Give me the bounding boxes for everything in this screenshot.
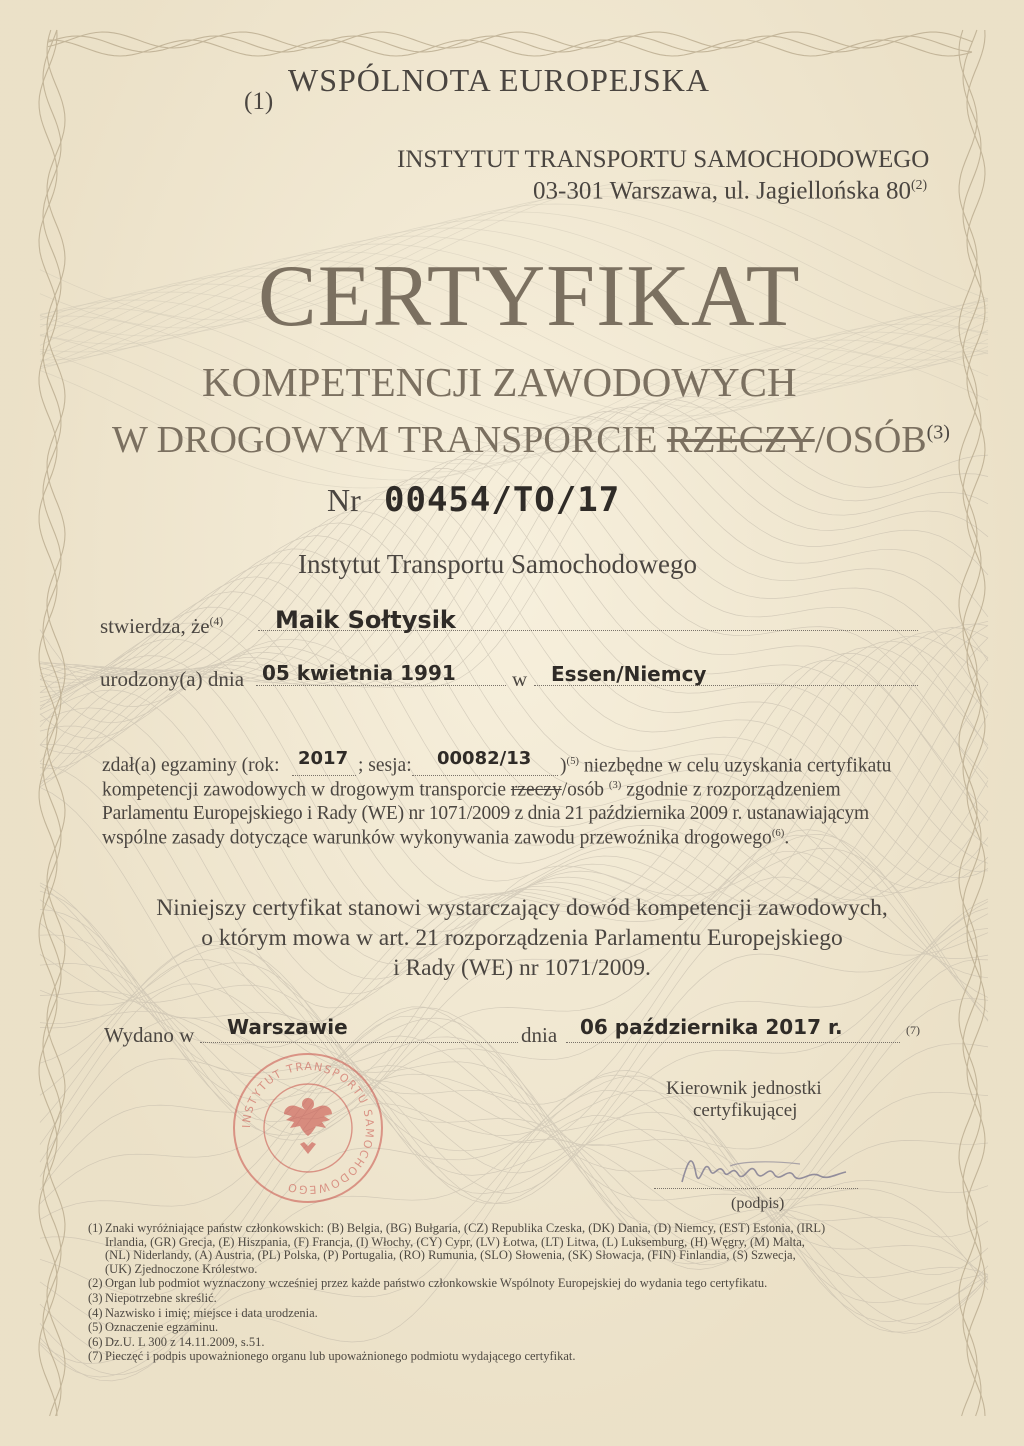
exam-session-line <box>412 775 558 776</box>
holder-label <box>100 614 223 639</box>
exam-line-1 <box>102 755 280 777</box>
address-text: 03-301 Warszawa, ul. Jagiellońska 80 <box>533 177 911 205</box>
exam-line-2-end: zgodnie z rozporządzeniem <box>626 779 841 801</box>
statement-line-3: i Rady (WE) nr 1071/2009. <box>393 955 651 981</box>
certificate-title: CERTYFIKAT <box>258 248 801 345</box>
title-line-1: KOMPETENCJI ZAWODOWYCH <box>202 359 797 405</box>
exam-struck-word: rzeczy <box>510 779 562 801</box>
exam-close: ) <box>560 755 567 777</box>
birth-place: Essen/Niemcy <box>551 662 707 686</box>
exam-line-4-text: wspólne zasady dotyczące warunków wykonywania zawodu przewoźnika drogowego <box>102 827 772 849</box>
statement-line-2: o którym mowa w art. 21 rozporządzenia Parlamentu Europejskiego <box>201 925 843 951</box>
institute-address <box>533 177 927 205</box>
birth-date-line <box>256 685 506 686</box>
exam-line-2-mid: /osób <box>561 779 604 801</box>
holder-ref: (4) <box>209 616 224 628</box>
footnote-number: (3) <box>88 1291 103 1305</box>
title-ref: (3) <box>926 421 950 444</box>
exam-line-4 <box>102 827 789 850</box>
footnote-number: (4) <box>88 1305 103 1320</box>
stamp-text: INSTYTUT TRANSPORTU SAMOCHODOWEGO <box>239 1059 377 1197</box>
exam-session-label: ; sesja: <box>358 755 412 776</box>
statement-line-1: Niniejszy certyfikat stanowi wystarczający dowód kompetencji zawodowych, <box>156 895 888 921</box>
institute-name: INSTYTUT TRANSPORTU SAMOCHODOWEGO <box>397 146 930 173</box>
issued-date-label: dnia <box>521 1023 558 1047</box>
footnote-number: (1) <box>88 1221 103 1235</box>
footnote-text: (UK) Zjednoczone Królestwo. <box>105 1261 258 1276</box>
title-line-2-end: /OSÓB <box>814 419 927 461</box>
signature-line <box>654 1188 858 1189</box>
footnote-number: (5) <box>88 1320 103 1335</box>
footnote-text: Niepotrzebne skreślić. <box>105 1291 217 1305</box>
exam-line-2-start: kompetencji zawodowych w drogowym transporcie <box>102 779 506 801</box>
exam-year-line <box>292 775 356 776</box>
address-ref: (2) <box>911 177 928 192</box>
footnote-text: Nazwisko i imię; miejsce i data urodzenia. <box>105 1305 318 1320</box>
number-prefix: Nr <box>327 482 361 518</box>
footnote-ref-1: (1) <box>244 88 274 115</box>
certificate-number: 00454/TO/17 <box>384 480 621 520</box>
exam-session: 00082/13 <box>437 748 532 769</box>
signature-caption: (podpis) <box>731 1195 785 1212</box>
official-stamp <box>228 1048 388 1208</box>
born-label: urodzony(a) dnia <box>100 667 245 691</box>
issued-place-line <box>200 1042 518 1043</box>
footnote-number: (7) <box>88 1349 103 1364</box>
exam-prefix: zdał(a) egzaminy (rok: <box>102 755 280 776</box>
issuer-line: Instytut Transportu Samochodowego <box>298 549 698 579</box>
footnote-text: Irlandia, (GR) Grecja, (E) Hiszpania, (F) Francja, (I) Włochy, (CY) Cypr, (LV) Łotwa, (LT) Litwa, (L) Luksemburg, (H) Węgry, (M) Malta, <box>105 1234 805 1249</box>
community-heading: WSPÓLNOTA EUROPEJSKA <box>288 62 710 98</box>
footnote-text: Pieczęć i podpis upoważnionego organu lub upoważnionego podmiotu wydającego certyfikat. <box>105 1349 576 1364</box>
title-line-2 <box>112 418 950 462</box>
exam-ref-6: (6) <box>771 827 785 839</box>
exam-line-2 <box>102 779 841 802</box>
birth-in-label: w <box>512 667 528 691</box>
footnote-text: Oznaczenie egzaminu. <box>105 1320 219 1335</box>
issued-label: Wydano w <box>104 1023 195 1047</box>
eagle-emblem <box>284 1098 332 1154</box>
footnote-number: (2) <box>88 1276 103 1291</box>
issued-ref-7: (7) <box>906 1023 920 1037</box>
footnote-text: Znaki wyróżniające państw członkowskich: (B) Belgia, (BG) Bułgaria, (CZ) Republika Czeska, (DK) Dania, (D) Niemcy, (EST) Estonia, (IRL) <box>105 1221 826 1235</box>
exam-line-4-end: . <box>784 827 790 849</box>
birth-date: 05 kwietnia 1991 <box>262 661 456 685</box>
footnote-text: Dz.U. L 300 z 14.11.2009, s.51. <box>105 1334 265 1349</box>
footnote-number: (6) <box>88 1334 103 1349</box>
issued-place: Warszawie <box>227 1015 348 1039</box>
exam-ref-3: (3) <box>608 779 622 791</box>
exam-ref-5: (5) <box>566 755 579 767</box>
holder-label-text: stwierdza, że <box>100 614 210 638</box>
signatory-title-1: Kierownik jednostki <box>666 1078 822 1099</box>
title-struck-word: RZECZY <box>666 419 815 461</box>
handwritten-signature <box>670 1140 860 1200</box>
title-line-2-start: W DROGOWYM TRANSPORCIE <box>112 419 658 461</box>
holder-name: Maik Sołtysik <box>275 606 456 634</box>
exam-year: 2017 <box>298 748 349 769</box>
issued-date: 06 października 2017 r. <box>580 1015 843 1039</box>
signatory-title-2: certyfikującej <box>693 1100 798 1121</box>
exam-line-3: Parlamentu Europejskiego i Rady (WE) nr 1071/2009 z dnia 21 października 2009 r. ustanawiającym <box>102 803 869 824</box>
exam-line-1-end <box>560 755 891 778</box>
exam-rest-1: niezbędne w celu uzyskania certyfikatu <box>583 755 892 777</box>
issued-date-line <box>566 1042 900 1043</box>
footnote-text: (NL) Niderlandy, (A) Austria, (PL) Polska, (P) Portugalia, (RO) Rumunia, (SLO) Słowenia, (SK) Słowacja, (FIN) Finlandia, (S) Szwecja, <box>105 1248 796 1263</box>
footnote-text: Organ lub podmiot wyznaczony wcześniej przez każde państwo członkowskie Wspólnoty Europejskiej do wydania tego certyfikatu. <box>105 1276 768 1291</box>
